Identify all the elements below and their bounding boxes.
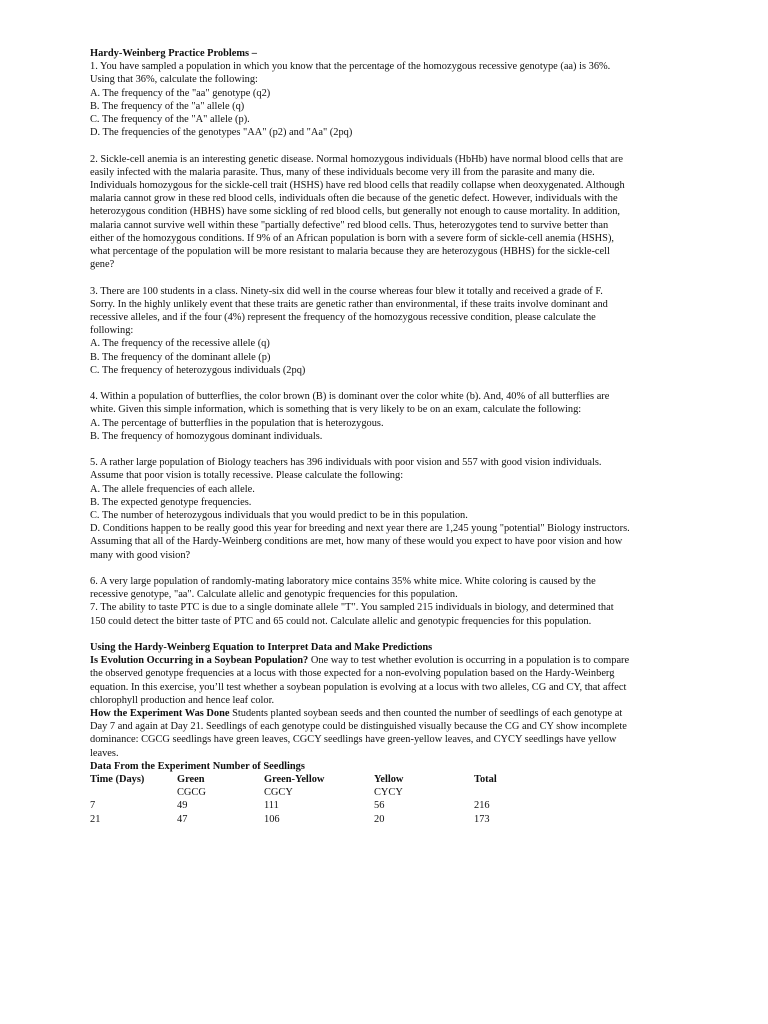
table-cell: 173 [474,813,490,825]
table-cell: 216 [474,800,490,812]
experiment-heading: How the Experiment Was Done [90,708,230,720]
table-genotype-row [90,786,554,799]
table-header-cell: Total [474,774,497,786]
problem-7-line: 150 could detect the bitter taste of PTC and 65 could not. Calculate allelic and genotypic frequencies for this population. [90,615,592,627]
problem-5-line: many with good vision? [90,549,191,561]
problem-1-line: Using that 36%, calculate the following: [90,74,258,86]
table-row [90,799,554,812]
problem-5-line: D. Conditions happen to be really good this year for breeding and next year there are 1,245 young "potential" Biology instructors. [90,523,630,535]
experiment-text-line: dominance: CGCG seedlings have green leaves, CGCY seedlings have green-yellow leaves, and CYCY seedlings have yellow [90,734,617,746]
experiment-text-line: Students planted soybean seeds and then counted the number of seedlings of each genotype at [229,708,623,720]
problem-2-line: gene? [90,259,115,271]
experiment-text-line: leaves. [90,747,119,759]
soybean-text-line: chlorophyll production and hence leaf color. [90,694,275,706]
experiment-text-line: Day 7 and again at Day 21. Seedlings of each genotype could be distinguished visually because the CG and CY show incomplete [90,721,627,733]
table-cell: CGCY [264,787,293,799]
problem-3-line: C. The frequency of heterozygous individuals (2pq) [90,364,306,376]
document-content [90,47,690,826]
problem-1-line: D. The frequencies of the genotypes "AA" (p2) and "Aa" (2pq) [90,127,353,139]
problem-5-line: Assuming that all of the Hardy-Weinberg conditions are met, how many of these would you expect to have poor vision and how [90,536,623,548]
table-cell: 106 [264,813,280,825]
problem-3-line: A. The frequency of the recessive allele (q) [90,338,270,350]
table-cell: 111 [264,800,279,812]
seedling-data-table [90,773,554,826]
table-cell: 20 [374,813,385,825]
problem-3-line: Sorry. In the highly unlikely event that these traits are genetic rather than environmental, if these traits involve dominant and [90,298,608,310]
problem-6-7 [90,575,690,628]
problem-5-line: A. The allele frequencies of each allele. [90,483,255,495]
problem-5-line: 5. A rather large population of Biology teachers has 396 individuals with poor vision and 557 with good vision individuals. [90,457,602,469]
problem-2-line: Individuals homozygous for the sickle-cell trait (HSHS) have red blood cells that readily collapse when deoxygenated. Although [90,180,625,192]
problem-1-line: 1. You have sampled a population in which you know that the percentage of the homozygous recessive genotype (aa) is 36%. [90,61,611,73]
section-heading: Using the Hardy-Weinberg Equation to Interpret Data and Make Predictions [90,642,433,654]
problem-4-line: white. Given this simple information, which is something that is very likely to be on an exam, calculate the following: [90,404,582,416]
problem-2 [90,153,690,272]
problem-3-line: following: [90,325,134,337]
problem-4-line: B. The frequency of homozygous dominant individuals. [90,430,323,442]
table-cell: 56 [374,800,385,812]
table-cell: CYCY [374,787,403,799]
problem-1-line: C. The frequency of the "A" allele (p). [90,114,250,126]
table-cell: 7 [90,800,96,812]
soybean-text-line: One way to test whether evolution is occurring in a population is to compare [308,655,630,667]
problem-5-line: Assume that poor vision is totally recessive. Please calculate the following: [90,470,404,482]
problem-3-line: 3. There are 100 students in a class. Ninety-six did well in the course whereas four blew it totally and received a grade of F. [90,285,603,297]
problem-5 [90,456,690,562]
table-header-cell: Time (Days) [90,774,145,786]
problem-3 [90,285,690,377]
problem-7-line: 7. The ability to taste PTC is due to a single dominate allele "T". You sampled 215 individuals in biology, and determined that [90,602,614,614]
problem-1-line: B. The frequency of the "a" allele (q) [90,100,245,112]
problem-2-line: 2. Sickle-cell anemia is an interesting genetic disease. Normal homozygous individuals (HbHb) have normal blood cells that are [90,153,623,165]
problem-3-line: recessive alleles, and if the four (4%) represent the frequency of the homozygous recessive condition, please calculate the [90,312,596,324]
problem-intro [90,47,690,139]
table-header-cell: Yellow [374,774,404,786]
problem-2-line: what percentage of the population will be more resistant to malaria because they are heterozygous (HBHS) for the sickle-cell [90,246,610,258]
problem-4-line: A. The percentage of butterflies in the population that is heterozygous. [90,417,384,429]
problem-1-line: A. The frequency of the "aa" genotype (q2) [90,87,271,99]
problem-6-line: recessive genotype, "aa". Calculate allelic and genotypic frequencies for this population. [90,589,458,601]
problem-4 [90,390,690,443]
table-cell: CGCG [177,787,206,799]
table-header-cell: Green [177,774,205,786]
problem-2-line: easily infected with the malaria parasite. Thus, many of these individuals become very ill from the parasite and many die. [90,166,595,178]
problem-2-line: malaria cannot grow in these red blood cells, individuals often die because of the genetic defect. However, individuals with the [90,193,618,205]
problem-2-line: either of the homozygous conditions. If 9% of an African population is born with a severe form of sickle-cell anemia (HSHS), [90,232,615,244]
problem-3-line: B. The frequency of the dominant allele (p) [90,351,271,363]
table-cell [474,786,554,799]
problem-2-line: malaria cannot survive well within these "partially defective" red blood cells. Thus, heterozygotes tend to survive better than [90,219,609,231]
table-cell: 47 [177,813,188,825]
section-hardy-weinberg-data [90,641,690,773]
table-row [90,813,554,826]
problem-5-line: B. The expected genotype frequencies. [90,496,252,508]
soybean-text-line: equation. In this exercise, you’ll test whether a soybean population is evolving at a locus with two alleles, CG and CY, that affect [90,681,627,693]
table-cell [90,786,177,799]
table-cell: 49 [177,800,188,812]
soybean-question-heading: Is Evolution Occurring in a Soybean Population? [90,655,309,667]
soybean-text-line: the observed genotype frequencies at a locus with those expected for a non-evolving population based on the Hardy-Weinberg [90,668,615,680]
document-title: Hardy-Weinberg Practice Problems – [90,48,257,59]
problem-4-line: 4. Within a population of butterflies, the color brown (B) is dominant over the color white (b). And, 40% of all butterflies are [90,391,610,403]
problem-5-line: C. The number of heterozygous individuals that you would predict to be in this population. [90,510,468,522]
table-header-cell: Green-Yellow [264,774,325,786]
table-header-row [90,773,554,786]
problem-6-line: 6. A very large population of randomly-mating laboratory mice contains 35% white mice. White coloring is caused by the [90,576,596,588]
problem-2-line: heterozygous condition (HBHS) have some sickling of red blood cells, but generally not enough to cause mortality. In addition, [90,206,620,218]
table-cell: 21 [90,813,101,825]
table-title: Data From the Experiment Number of Seedlings [90,760,305,772]
